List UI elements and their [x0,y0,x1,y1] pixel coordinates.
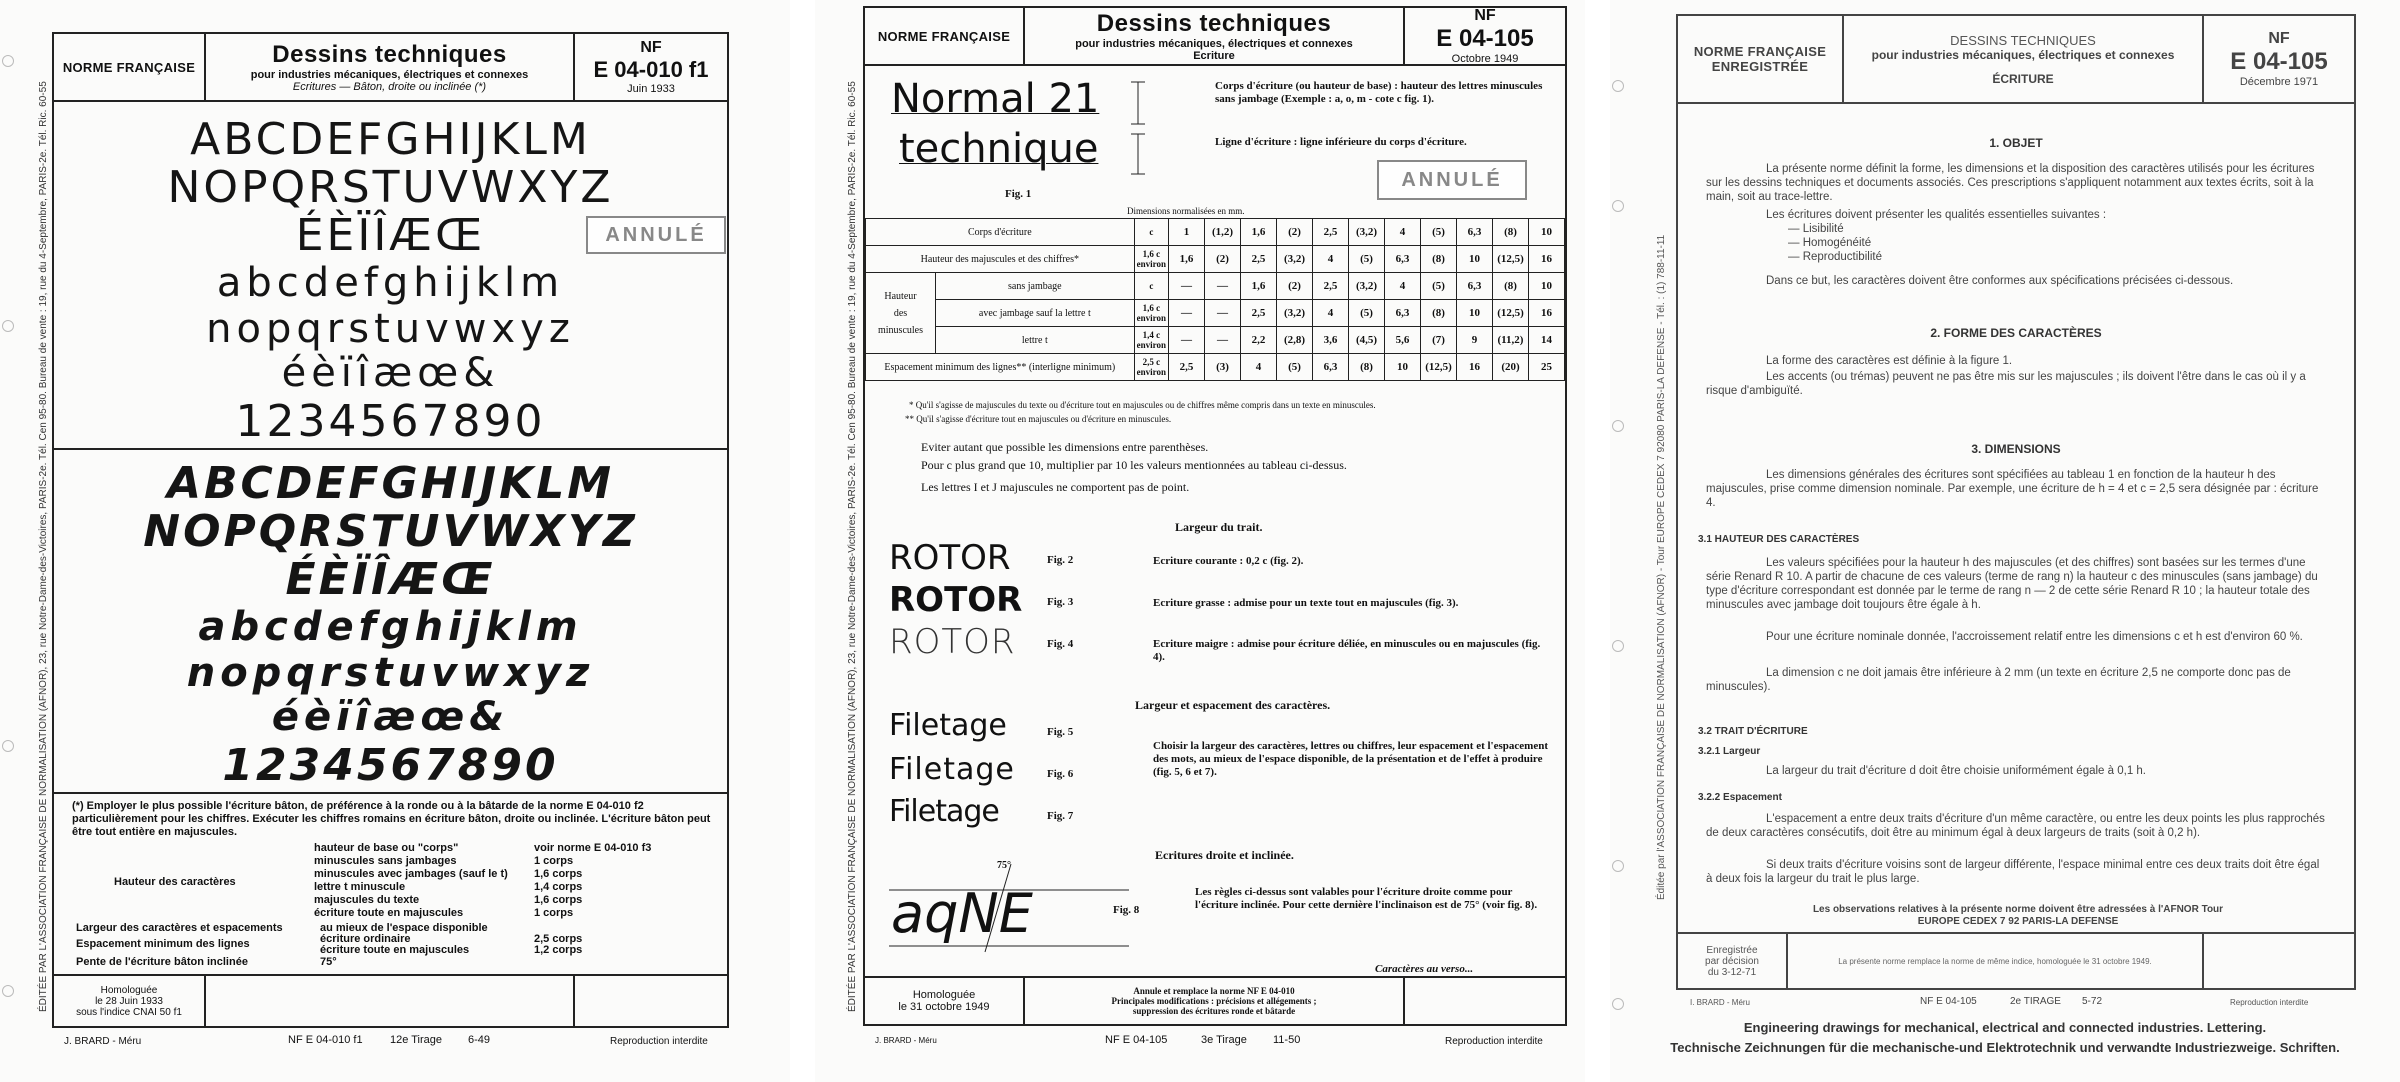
italic-accents-upper: ÉÈÏÎÆŒ [285,554,496,605]
norm-code: E 04-105 [1436,25,1534,52]
table-cell: (8) [1421,300,1457,327]
table-cell: 2,5 [1241,300,1277,327]
spec-width-value: au mieux de l'espace disponible [320,922,488,934]
table-cell: (5) [1349,246,1385,273]
sheet-frame [863,6,1567,1026]
table-cell: 16 [1457,354,1493,381]
divider [54,792,727,794]
section-3-1-para-3: La dimension c ne doit jamais être inférieure à 2 mm (un texte en écriture 2,5 ne comporte donc pas de minuscules). [1706,667,2291,693]
table-cell: (2) [1277,219,1313,246]
table-cell: 5,6 [1385,327,1421,354]
sheet-title: Dessins techniques [1096,10,1332,37]
annule-stamp: ANNULÉ [586,216,726,254]
replace-line-3: suppression des écritures ronde et bâtarde [1132,1006,1296,1016]
printer: I. BRARD - Méru [1690,998,1751,1007]
section-1-para-1: La présente norme définit la forme, les dimensions et la disposition des caractères utilisés pour les écritures sur les dessins techniques et documents associés. Ces prescriptions s'appliquent notamment aux textes écrits, soit à la main, soit au trace-lettre. [1706,163,2315,203]
table-cell: 2,2 [1241,327,1277,354]
table-row-symbol: c [1134,273,1168,300]
italic-digits: 1234567890 [222,740,559,791]
group-label-line: minuscules [878,324,923,336]
para-letters-ij: Les lettres I et J majuscules ne comportent pas de point. [921,480,1190,494]
heading-incline: Ecritures droite et inclinée. [1155,848,1294,862]
printer: J. BRARD - Méru [64,1036,142,1047]
rotor-thin: ROTOR [889,622,1016,662]
spec-row-label: lettre t minuscule [314,881,406,893]
sheet-subtitle: pour industries mécaniques, électriques et connexes [1871,47,2175,62]
table-cell: 1,6 [1169,246,1205,273]
spec-row [314,868,714,881]
fig1-dimension-marks [1127,78,1149,178]
list-item: — Reproductibilité [1788,251,1882,263]
table-cell: 16 [1529,300,1565,327]
table-cell: (2) [1205,246,1241,273]
observations-note: Les observations relatives à la présente norme doivent être adressées à l'AFNOR Tour EUROPE CEDEX 7 92 PARIS-LA DEFENSE [1812,904,2224,927]
registration-decision: par décision [1705,955,1759,967]
section-3-2-2-para-1: L'espacement a entre deux traits d'écriture d'un même caractère, ou entre les deux points les plus rapprochés de deux caractères consécutifs, doit être au minimum égal à deux largeurs de traits (soit à 0,2 h). [1706,813,2325,839]
table-cell: (8) [1493,219,1529,246]
table-cell: — [1169,273,1205,300]
footer-repro: Reproduction interdite [1445,1036,1543,1047]
spec-slope-label: Pente de l'écriture bâton inclinée [76,956,248,968]
spec-row-value: 1 corps [534,855,574,867]
replace-line-2: Principales modifications : précisions et allégements ; [1111,996,1317,1006]
section-2-para-2: Les accents (ou trémas) peuvent ne pas être mis sur les majuscules ; ils doivent l'être dans le cas où il y a risque d'ambiguïté. [1706,371,2306,397]
section-3-para-1: Les dimensions générales des écritures sont spécifiées au tableau 1 en fonction de la hauteur h des majuscules, prise comme dimension nominale. Par exemple, une écriture de h = 4 et c = 2,5 sera désignée par : écriture 4. [1706,469,2319,509]
fig8-angle: 75° [997,860,1011,871]
footer-tirage-date: 5-72 [2082,996,2103,1007]
table-cell: 1 [1169,219,1205,246]
table-cell: (7) [1421,327,1457,354]
table-row-label: Espacement minimum des lignes** (interligne minimum) [866,354,1135,381]
fig8-label: Fig. 8 [1113,904,1140,916]
sheet-header [54,34,727,102]
spec-lines-label: Espacement minimum des lignes [76,938,250,950]
sheet-subtitle: pour industries mécaniques, électriques et connexes [250,69,529,81]
table-row-label: Corps d'écriture [866,219,1135,246]
sheet-footer [54,974,727,1026]
sheet-subtitle-2: Ecritures — Bâton, droite ou inclinée (*) [292,81,487,93]
upright-digits: 1234567890 [235,396,546,447]
table-cell: (4,5) [1349,327,1385,354]
footnote: (*) Employer le plus possible l'écriture bâton, de préférence à la ronde ou à la bâtarde de la norme E 04-010 f2 particulièrement pour les chiffres. Exécuter les chiffres romains en écriture bâton, droite ou inclinée. L'écriture bâton peut être tout entière en majuscules. [72,800,711,838]
spec-row [314,881,714,894]
table-cell: 4 [1385,273,1421,300]
norm-date: Juin 1933 [627,83,675,95]
printer: J. BRARD - Méru [875,1036,937,1045]
spec-row [314,842,714,855]
continued-verso: Caractères au verso... [1375,963,1474,975]
section-3-1-heading: 3.1 HAUTEUR DES CARACTÈRES [1698,534,1860,545]
text-incline: Les règles ci-dessus sont valables pour l'écriture droite comme pour l'écriture inclinée. Pour cette dernière l'inclinaison est de 75° (voir fig. 8). [1195,886,1538,911]
section-3-2-2-para-2: Si deux traits d'écriture voisins sont de largeur différente, l'espace minimal entre ces deux traits doit être égal à deux fois la largeur du trait le plus large. [1706,859,2320,885]
table-cell: (5) [1421,273,1457,300]
table-row [866,219,1565,246]
heading-espacement: Largeur et espacement des caractères. [1135,698,1331,712]
spec-row [314,907,714,920]
fig1-label: Fig. 1 [1005,188,1032,200]
norm-code: E 04-105 [2230,48,2328,75]
replacement-note: La présente norme remplace la norme de même indice, homologuée le 31 octobre 1949. [1838,956,2152,966]
footer-repro: Reproduction interdite [2230,998,2309,1007]
table-cell: 2,5 [1313,219,1349,246]
section-3-heading: 3. DIMENSIONS [1971,442,2061,456]
spec-height-list [314,842,714,920]
section-2-heading: 2. FORME DES CARACTÈRES [1930,326,2102,340]
italic-uppercase-2: NOPQRSTUVWXYZ [143,506,638,557]
table-cell: (12,5) [1493,246,1529,273]
table-row [866,354,1565,381]
fig5-label: Fig. 5 [1047,726,1074,738]
norm-date: Décembre 1971 [2239,76,2319,88]
section-3-2-1-heading: 3.2.1 Largeur [1698,746,1761,757]
spec-row-value: 1,6 corps [534,868,583,880]
group-label-line: Hauteur [884,290,917,302]
table-cell: 10 [1529,219,1565,246]
rotor-bold: ROTOR [889,580,1023,620]
table-cell: 10 [1529,273,1565,300]
upright-uppercase-2: NOPQRSTUVWXYZ [167,162,614,213]
org-label-2: ENREGISTRÉE [1711,59,1809,74]
fig1-line-normal: Normal 21 [891,76,1100,122]
replace-line-1: Annule et remplace la norme NF E 04-010 [1133,986,1295,996]
spec-row [320,945,720,956]
fig1-line-technique: technique [899,126,1099,172]
footer-ref: NF E 04-105 [1105,1034,1168,1046]
table-row-label: lettre t [936,327,1135,354]
fig7-label: Fig. 7 [1047,810,1074,822]
section-1-para-2: Les écritures doivent présenter les qualités essentielles suivantes : [1766,209,2107,221]
publisher-side-text: ÉDITÉE PAR L'ASSOCIATION FRANÇAISE DE NORMALISATION (AFNOR), 23, rue Notre-Dame-des-Victoires, PARIS-2e. Tél. Cen 95-80. Bureau de vente : 19, rue du 4-Septembre, PARIS-2e. Tél. Ric. 60-55 [38,81,49,1012]
sheet-footer [865,976,1565,1024]
para-avoid: Eviter autant que possible les dimensions entre parenthèses. [921,440,1209,454]
fig4-label: Fig. 4 [1047,638,1074,650]
italic-lowercase-2: nopqrstuvwxyz [186,650,595,696]
section-1-heading: 1. OBJET [1989,136,2043,150]
table-row [866,327,1565,354]
text-espacement: Choisir la largeur des caractères, lettres ou chiffres, leur espacement et l'espacement des mots, au mieux de l'espace disponible, de la présentation et de l'effet à produire (fig. 5, 6 et 7). [1153,740,1548,778]
dims-caption: Dimensions normalisées en mm. [1127,206,1245,216]
table-row-label: Hauteur des majuscules et des chiffres* [866,246,1135,273]
table-cell: (5) [1277,354,1313,381]
table-cell: 10 [1385,354,1421,381]
upright-uppercase-1: ABCDEFGHIJKLM [190,114,591,165]
sheet-subtitle: pour industries mécaniques, électriques et connexes [1075,38,1353,50]
text-courante: Ecriture courante : 0,2 c (fig. 2). [1153,555,1304,567]
table-cell: 10 [1457,300,1493,327]
table-row-symbol: 1,6 c environ [1134,300,1168,327]
table-row-symbol: c [1134,219,1168,246]
corps-definition: Corps d'écriture (ou hauteur de base) : hauteur des lettres minuscules sans jambage (Exemple : a, o, m - cote c fig. 1). [1215,80,1543,105]
para-multiply: Pour c plus grand que 10, multiplier par 10 les valeurs mentionnées au tableau ci-dessus. [921,458,1347,472]
spec-row [314,855,714,868]
footer-repro: Reproduction interdite [610,1036,708,1047]
table-cell: (20) [1493,354,1529,381]
table-cell: (8) [1493,273,1529,300]
spec-slope-value: 75° [320,956,337,968]
list-item: — Homogénéité [1788,237,1872,249]
spec-row-label: majuscules du texte [314,894,420,906]
homologation-label: Homologuée [100,984,158,996]
filetage-narrow: Filetage [889,794,999,829]
table-cell: (2) [1277,273,1313,300]
table-cell: (8) [1421,246,1457,273]
spec-lines-list [320,934,720,956]
table-cell: (3,2) [1349,219,1385,246]
sheet-nf-e04-105-1971 [1610,0,2400,1082]
table-cell: 4 [1313,246,1349,273]
sheet-frame [52,32,729,1028]
table-cell: (3) [1205,354,1241,381]
table-cell: — [1169,327,1205,354]
spec-row-label: minuscules sans jambages [314,855,457,867]
spec-row-label: minuscules avec jambages (sauf le t) [314,868,508,880]
table-cell: (3,2) [1349,273,1385,300]
annule-stamp: ANNULÉ [1377,160,1527,200]
table-cell: 6,3 [1313,354,1349,381]
italic-lowercase-1: abcdefghijklm [198,604,583,650]
table-row-symbol: 2,5 c environ [1134,354,1168,381]
table-cell: (5) [1349,300,1385,327]
spec-row-value: 2,5 corps [534,933,583,945]
table-cell: 16 [1529,246,1565,273]
spec-row-value: 1 corps [534,907,574,919]
footer-ref: NF E 04-010 f1 [288,1034,363,1046]
homologation-label: Homologuée [912,989,976,1001]
table-cell: 2,5 [1169,354,1205,381]
section-1-list [1788,222,1882,264]
list-item: — Lisibilité [1788,223,1844,235]
table-cell: — [1169,300,1205,327]
homologation-date: le 28 Juin 1933 [95,995,163,1007]
table-cell: 4 [1313,300,1349,327]
italic-uppercase-1: ABCDEFGHIJKLM [166,458,615,509]
table-cell: (1,2) [1205,219,1241,246]
footer-tirage: 12e Tirage [390,1034,442,1046]
table-cell: 9 [1457,327,1493,354]
section-3-2-heading: 3.2 TRAIT D'ÉCRITURE [1698,726,1808,737]
footer-tirage: 3e Tirage [1201,1034,1247,1046]
divider [54,448,727,450]
fig8-sample: aqNE [891,882,1033,945]
table-row [866,273,1565,300]
table-cell: 14 [1529,327,1565,354]
sheet-subtitle-2: ÉCRITURE [1992,71,2054,86]
footer-tirage-date: 11-50 [1273,1034,1301,1046]
table-row-symbol: 1,4 c environ [1134,327,1168,354]
table-cell: 10 [1457,246,1493,273]
homologation-date: le 31 octobre 1949 [898,1001,990,1013]
rotor-normal: ROTOR [889,538,1011,578]
section-3-2-2-heading: 3.2.2 Espacement [1698,792,1782,803]
table-row-label: sans jambage [936,273,1135,300]
fig6-label: Fig. 6 [1047,768,1074,780]
fig8-slope-lines [889,856,1129,956]
org-label: NORME FRANÇAISE [62,59,196,75]
table-row [866,300,1565,327]
footer-tirage-date: 6-49 [468,1034,491,1046]
table-cell: 4 [1385,219,1421,246]
spec-row-label: hauteur de base ou "corps" [314,842,459,854]
spec-row-value: voir norme E 04-010 f3 [534,842,652,854]
org-label: NORME FRANÇAISE [877,28,1011,44]
nf-mark: NF [640,39,662,56]
group-label-line: des [893,307,908,319]
section-1-para-3: Dans ce but, les caractères doivent être conformes aux spécifications précisées ci-dessous. [1766,275,2234,287]
table-cell: (5) [1421,219,1457,246]
spec-row-value: 1,6 corps [534,894,583,906]
registration-label: Enregistrée [1706,944,1758,956]
table-cell: 3,6 [1313,327,1349,354]
publisher-side-text: Éditée par l'ASSOCIATION FRANÇAISE DE NORMALISATION (AFNOR) - Tour EUROPE CEDEX 7 92080 PARIS-LA DEFENSE - Tél. : (1) 788-11-11 [1656,234,1667,900]
norm-date: Octobre 1949 [1451,53,1519,65]
sheet-header [865,8,1565,66]
spec-row-value: 1,2 corps [534,944,583,956]
sheet-header [1678,16,2354,104]
nf-mark: NF [2268,30,2290,47]
table-cell: 1,6 [1241,219,1277,246]
table-cell: — [1205,273,1241,300]
nf-mark: NF [1474,7,1496,24]
sheet-title: Dessins techniques [272,41,507,68]
upright-lowercase-1: abcdefghijklm [216,260,565,306]
section-3-2-1-para: La largeur du trait d'écriture d doit être choisie uniformément égale à 0,1 h. [1766,765,2146,777]
table-footnote-1: * Qu'il s'agisse de majuscules du texte ou d'écriture tout en majuscules ou de chiffres même compris dans un texte en minuscules. [909,400,1376,410]
heading-trait: Largeur du trait. [1175,520,1263,534]
text-maigre: Ecriture maigre : admise pour écriture déliée, en minuscules ou en majuscules (fig. 4). [1153,638,1541,663]
norm-code: E 04-010 f1 [593,57,709,82]
table-cell: 25 [1529,354,1565,381]
org-label: NORME FRANÇAISE [1693,44,1827,59]
english-title: Engineering drawings for mechanical, electrical and connected industries. Lettering. [1743,1020,2267,1035]
table-cell: (11,2) [1493,327,1529,354]
sheet-subtitle-2: Ecriture [1193,50,1235,62]
dimensions-table [865,218,1565,381]
spec-row-label: écriture toute en majuscules [314,907,464,919]
table-row [866,246,1565,273]
table-row-label: avec jambage sauf la lettre t [936,300,1135,327]
spec-row-label: écriture ordinaire [320,933,411,945]
table-cell: (3,2) [1277,246,1313,273]
footer-ref: NF E 04-105 [1920,996,1977,1007]
sheet-footer [1678,932,2354,988]
section-3-1-para-2: Pour une écriture nominale donnée, l'accroissement relatif entre les dimensions c et h est d'environ 60 %. [1766,631,2303,643]
spec-row-label: écriture toute en majuscules [320,944,470,956]
spec-width-label: Largeur des caractères et espacements [76,922,283,934]
table-cell: (8) [1349,354,1385,381]
publisher-side-text: ÉDITÉE PAR L'ASSOCIATION FRANÇAISE DE NORMALISATION (AFNOR), 23, rue Notre-Dame-des-Victoires, PARIS-2e. Tél. Cen 95-80. Bureau de vente : 19, rue du 4-Septembre, PARIS-2e. Tél. Ric. 60-55 [847,81,858,1012]
table-cell: (2,8) [1277,327,1313,354]
upright-accents-upper: ÉÈÏÎÆŒ [295,210,486,261]
homologation-index: sous l'indice CNAI 50 f1 [76,1006,182,1018]
table-cell: (3,2) [1277,300,1313,327]
table-cell: 4 [1241,354,1277,381]
table-cell: 6,3 [1385,246,1421,273]
section-2-para-1: La forme des caractères est définie à la figure 1. [1766,355,2013,367]
sheet-nf-e04-010 [0,0,790,1082]
ligne-definition: Ligne d'écriture : ligne inférieure du corps d'écriture. [1215,136,1467,148]
upright-lowercase-2: nopqrstuvwxyz [206,306,575,352]
table-row-symbol: 1,6 c environ [1134,246,1168,273]
registration-date: du 3-12-71 [1707,966,1757,978]
filetage-normal: Filetage [889,708,1007,743]
sheet-frame [1676,14,2356,990]
table-cell: 2,5 [1313,273,1349,300]
table-cell: 6,3 [1457,273,1493,300]
table-cell: — [1205,300,1241,327]
italic-accents-lower: éèïîæœ& [271,694,510,740]
sheet-title: DESSINS TECHNIQUES [1950,32,2096,48]
table-footnote-2: ** Qu'il s'agisse d'écriture tout en majuscules ou d'écriture en minuscules. [905,414,1172,424]
german-title: Technische Zeichnungen für die mechanische-und Elektrotechnik und verwandte Industriezweige. Schriften. [1670,1040,2340,1055]
footer-tirage: 2e TIRAGE [2010,996,2061,1007]
table-cell: 6,3 [1457,219,1493,246]
sheet-nf-e04-105-1949 [815,0,1585,1082]
spec-height-label: Hauteur des caractères [114,876,236,888]
section-3-1-para-1: Les valeurs spécifiées pour la hauteur h des majuscules (et des chiffres) sont basées sur les termes d'une série Renard R 10. A partir de chacune de ces valeurs (terme de rang n) la hauteur c des minuscules (sans jambage) du type d'écriture correspondant est donnée par le terme de rang n — 2 de cette série Renard R 10 ; la hauteur totale des minuscules avec jambage doit toujours être égale à h. [1706,557,2318,611]
table-cell: — [1205,327,1241,354]
table-cell: (12,5) [1493,300,1529,327]
table-cell: (12,5) [1421,354,1457,381]
upright-accents-lower: éèïîæœ& [281,350,500,396]
table-cell: 2,5 [1241,246,1277,273]
text-grasse: Ecriture grasse : admise pour un texte tout en majuscules (fig. 3). [1153,597,1459,609]
filetage-wide: Filetage [889,752,1015,787]
table-cell: 6,3 [1385,300,1421,327]
fig3-label: Fig. 3 [1047,596,1074,608]
table-cell: 1,6 [1241,273,1277,300]
spec-row [314,894,714,907]
spec-row-value: 1,4 corps [534,881,583,893]
fig2-label: Fig. 2 [1047,554,1074,566]
table-group-label [866,273,936,354]
